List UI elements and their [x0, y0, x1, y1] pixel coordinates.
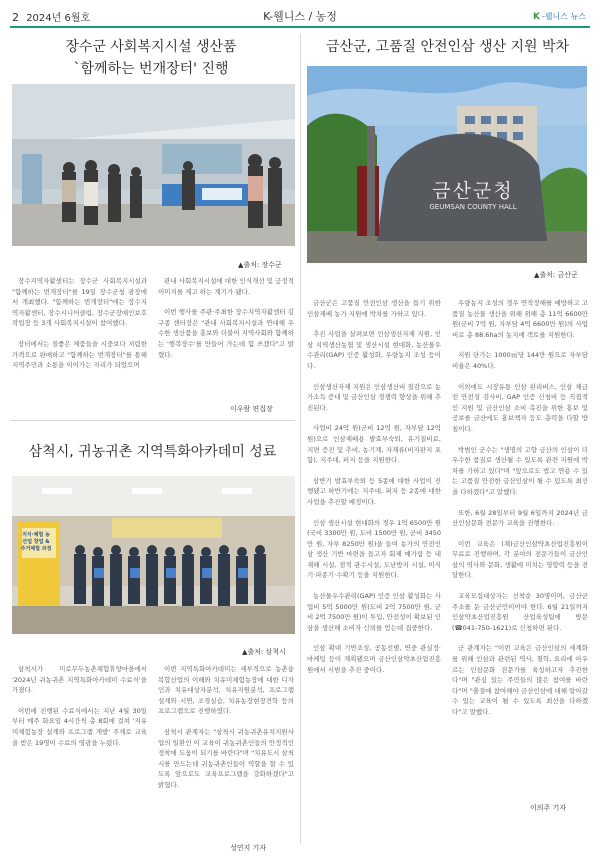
article3-paragraph: 지원 단가는 1000㎡당 144만 원으로 자부담 비율은 40%다. — [452, 351, 588, 370]
logo-text: -웰니스 뉴스 — [541, 12, 586, 21]
article2-paragraph: 이번에 진행된 수료식에서는 지난 4월 30일부터 매주 화요일 4시간씩 총 8회에 걸쳐 '지유미체험농장 설계와 프로그램 개발' 주제로 교육을 받은 19명이 수료의 영광을 누렸다. — [12, 706, 147, 747]
logo-mark: K — [532, 11, 540, 22]
article1-paragraph: 장수지역자활센터는 장수군 사회복지시설과 "함께하는 번개장터"를 19일 장수군청 광장에서 개최했다. "함께하는 번개장터"에는 장수지역자활센터, 장수시니어클럽, 장수군장애인보호작업장 등 3개 사회복지시설이 참여했다. — [12, 277, 147, 328]
page-number: 2 — [12, 11, 19, 24]
sign-english-text: GEUMSAN COUNTY HALL — [429, 203, 517, 211]
article3-paragraph: 삼반기 발효부숙퇴 등 5종에 대한 사업이 진행됐고 하반기에는 지주대, 퍼지 등 2종에 대한 사업을 추진할 예정이다. — [307, 476, 441, 506]
article2-photo — [12, 476, 295, 634]
article3-byline: 이의주 기자 — [530, 804, 567, 812]
article1-col2 — [158, 276, 294, 370]
issue-date: 2024년 6월호 — [26, 13, 91, 24]
article1-photo — [12, 84, 295, 246]
article3-paragraph: 추진 사업을 살펴보면 인삼생산자재 지원, 인삼 지역생산농협 및 생산시설 현대화, 농산물우수관리(GAP) 인증 활성화, 우량농지 조성 등이다. — [307, 330, 441, 370]
article3-paragraph: 인삼생산자재 지원은 인삼생산비 절감으로 농가소득 증대 및 금산인삼 경쟁력 향상을 위해 추진된다. — [307, 382, 441, 412]
article3-col2 — [452, 298, 588, 728]
article-separator — [10, 420, 295, 421]
article3-paragraph: 사업비 24억 원(군비 12억 원, 자부담 12억 원)으로 인삼재배용 발효부숙퇴, 유기질비료, 지면 증진 및 추비, 농기계, 자재류(비자판지 포함), 지주대, 퍼지 등을 지원한다. — [307, 424, 441, 465]
article2-col2 — [158, 664, 294, 801]
article1-photo-caption: ▲출처: 장수군 — [238, 261, 282, 269]
article3-paragraph: 인삼 생산시설 현대화의 경우 1억 6500만 원(국비 3300만 원, 도비 1500만 원, 군비 3450만 원, 자부 8250만 원)을 들여 농가의 안전인삼 생산 기반 마련을 돕고자 회재 예가림 등 내재해 시설, 점적 관수시설, 도난방지 시설, 이식기·파종기·수확기 등을 지원한다. — [307, 518, 441, 580]
column-divider — [300, 34, 301, 844]
article3-paragraph: 우량농지 조성의 경우 연작장해를 예방하고 고품질 농산물 생산을 위해 위해 총 11억 6600만 원(군비 7억 원, 자부담 4억 6600만 원)의 사업비로 총 88.6ha의 농지에 객토를 지원한다. — [452, 299, 588, 339]
article2-photo-caption: ▲출처: 삼척시 — [242, 648, 286, 656]
article2-banner-text: 지식·체험 농산업 창업 & 주거체험 과정 — [20, 532, 52, 552]
article1-paragraph: 장터에서는 질좋은 제품들을 시중보다 저렴한 가격으로 판매하고 "함께하는 번개장터"를 통해 지역주민과 소통을 이어가는 자리가 되었으며 — [12, 339, 147, 370]
article3-paragraph: 또한, 6월 28일부터 9월 6일까지 2024년 금산인삼문화 전문가 교육을 진행한다. — [452, 508, 588, 528]
article3-title: 금산군, 고품질 안전인삼 생산 지원 박차 — [325, 39, 570, 55]
article2-col1 — [12, 664, 147, 758]
article3-photo-caption: ▲출처: 금산군 — [534, 271, 578, 279]
article3-paragraph: 군 관계자는 "이번 교육은 금산인삼의 세계화를 위해 인삼과 관련된 역사, 철학, 요리에 아우르는 인삼문화 전문가를 육성하고자 추진한다"며 "관심 있는 주민들의 많은 참여를 바란다"며 "출결에 참여해야 금산인삼에 대해 알아갈 수 있는 교육이 될 수 있도록 최선을 다하겠다"고 말했다. — [452, 644, 588, 716]
article3-paragraph: 이번 교육은 (재)금산인삼약초산업진흥원이 무료로 진행하며, 각 분야의 전문가들이 금산인삼의 역사와 문화, 생활에 미치는 영향력 등을 전달한다. — [452, 539, 588, 580]
article3-paragraph: 교육모집대상자는 선착순 30명이며, 금산군 주소를 둔 금산군민이어야 한다. 6월 21일까지 인삼약초산업진흥원 산업육성팀에 방문(☎041-750-1621)로 신청하면 된다. — [452, 592, 588, 632]
article3-col1 — [307, 298, 441, 685]
article1-paragraph: 이번 행사를 주관·주최한 장수지역자활센터 김구종 센터장은 "관내 사회복지시설과 연대해 우수한 생산품을 홍보와 더불어 지역사회와 함께하는 '행복장수'를 만들어 가는데 힘 쓰겠다"고 밝혔다. — [158, 308, 294, 359]
article3-paragraph: 농산물우수관리(GAP) 인증 인삼 활성화는 사업비 5억 5000만 원(도비 2억 7500만 원, 군비 2억 7500만 원)이 투입, 안전성이 확보된 인삼을 생산해 소비자 신뢰를 얻는데 집중한다. — [307, 592, 441, 632]
page-header — [0, 0, 600, 30]
article1-title — [10, 36, 292, 80]
article1-paragraph: 관내 사회복지시설에 대한 인식개선 및 긍정적 이미지를 제고 하는 계기가 됐다. — [158, 277, 294, 296]
article2-byline: 성연지 기자 — [230, 844, 267, 852]
article3-photo — [307, 66, 587, 263]
article1-byline: 이우람 편집장 — [230, 405, 273, 413]
article2-paragraph: 삼척시가 미로무두농촌체험휴양마을에서 '2024년 귀농귀촌 지역특화아카데미 수료식'을 가졌다. — [12, 665, 147, 695]
section-title: K-웰니스 / 농정 — [263, 10, 337, 23]
article3-paragraph: 이외에도 시장유통 인삼 판리버스, 인삼 체급 전 안전성 검사비, GAP 인증 신청비 등 직접적인 지원 및 금산인삼 소비 촉진을 위한 홍보 및 공보를 금산에도 홍보책자 등도 총력을 다할 방침이다. — [452, 382, 588, 433]
article1-title-line1: 장수군 사회복지시설 생산품 — [65, 39, 237, 55]
article1-title-line2: `함께하는 번개장터' 진행 — [73, 61, 229, 77]
sign-korean-text: 금산군청 — [432, 180, 514, 202]
publication-logo — [533, 11, 586, 22]
article3-paragraph: 금산군은 고품질 안전인삼 생산을 돕기 위한 인삼재배 농가 지원에 박차를 가하고 있다. — [307, 299, 441, 318]
article1-col1 — [12, 276, 147, 381]
article2-title: 삼척시, 귀농귀촌 지역특화아카데미 성료 — [28, 444, 277, 460]
header-rule — [10, 26, 590, 28]
article2-paragraph: 이번 지역특화아카데미는 세부적으로 농촌융복합산업의 이해와 치유미체험농장에 대한 디자인과 치유대상자분석, 치유자원분석, 프로그램 설계와 시연, 조경실습, 치유농장현장견학 등의 프로그램으로 진행하였다. — [158, 665, 294, 716]
article2-paragraph: 삼척시 관계자는 "삼척시 귀농귀촌유치지원사업의 일환인 이 교육이 귀농귀촌인들의 안정적인 정착에 도움이 되기를 바란다"며 "치유도시 삼척시를 만드는데 귀농귀촌인들이 역할을 할 수 있도록 앞으로도 교육프로그램을 강화하겠다"고 밝혔다. — [158, 727, 294, 789]
article3-paragraph: 인삼 확대 기반조성, 공동선별, 연중 관실정·마케팅 등이 계획됐으며 금산인삼약초산업진흥원에서 시범을 추진 중이다. — [307, 644, 441, 674]
article3-paragraph: 박범인 군수는 "생명의 고향 금산의 인삼이 더 우수한 품질로 생산될 수 있도록 관련 지원에 박차를 가하고 있다"며 "앞으로도 법고 연용 수 있는 고품질 안전한 금산인삼이 될 수 있도록 최선을 다하겠다"고 말했다. — [452, 445, 588, 496]
